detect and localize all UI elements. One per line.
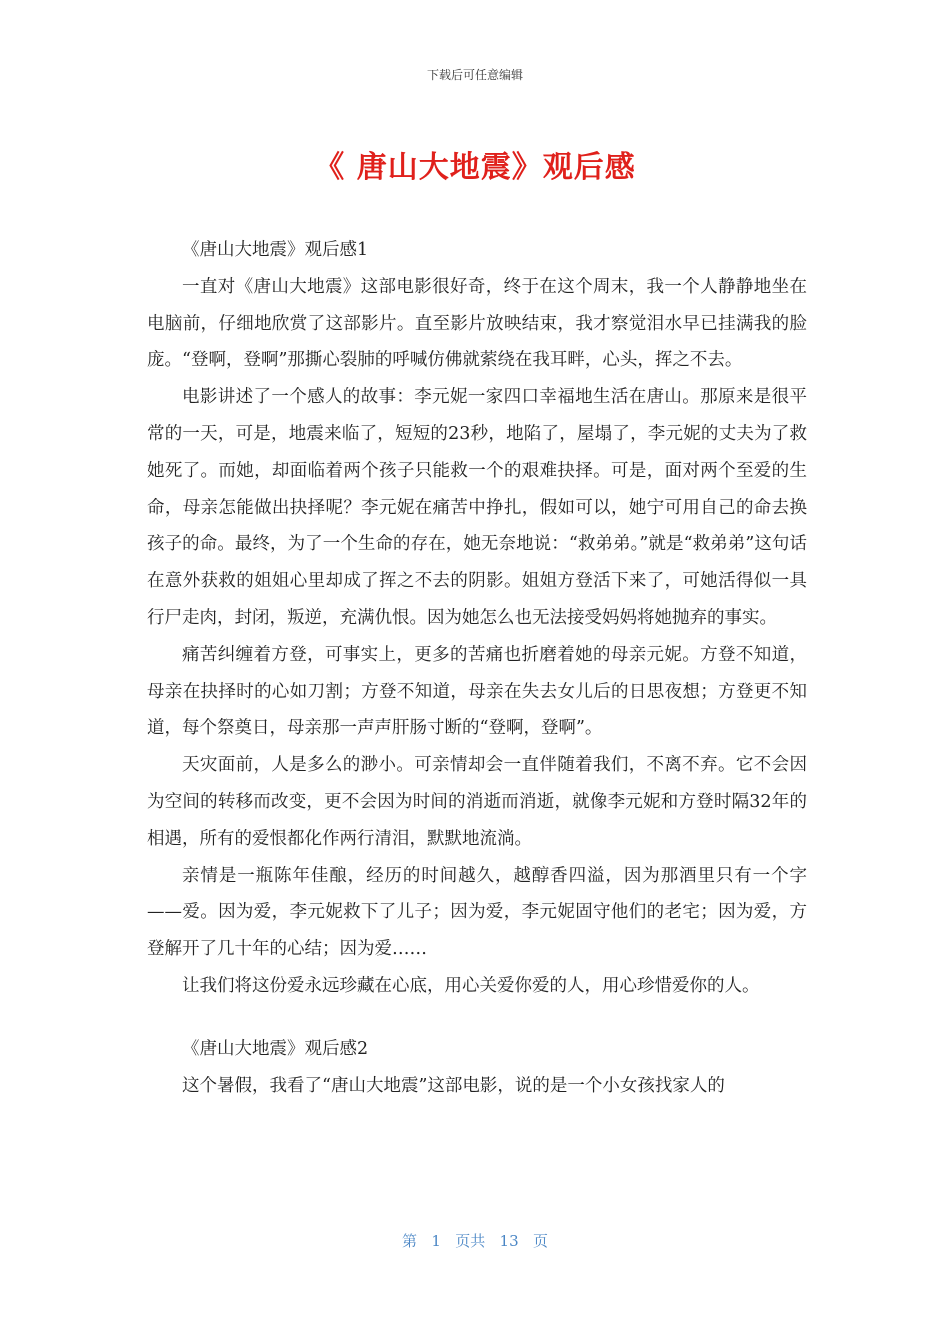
page-footer [0,1230,950,1251]
essay-paragraph: 一直对《唐山大地震》这部电影很好奇，终于在这个周末，我一个人静静地坐在电脑前，仔细地欣赏了这部影片。直至影片放映结束，我才察觉泪水早已挂满我的脸庞。“登啊，登啊”那撕心裂肺的呼喊仿佛就萦绕在我耳畔，心头，挥之不去。 [147,276,807,371]
document-body [147,232,807,1104]
essay-paragraph: 天灾面前，人是多么的渺小。可亲情却会一直伴随着我们，不离不弃。它不会因为空间的转移而改变，更不会因为时间的消逝而消逝，就像李元妮和方登时隔32年的相遇，所有的爱恨都化作两行清泪，默默地流淌。 [147,755,807,849]
essay-paragraph: 这个暑假，我看了“唐山大地震”这部电影，说的是一个小女孩找家人的 [182,1075,725,1096]
essay-paragraph: 让我们将这份爱永远珍藏在心底，用心关爱你爱的人，用心珍惜爱你的人。 [182,975,760,996]
essay-paragraph: 亲情是一瓶陈年佳酿，经历的时间越久，越醇香四溢，因为那酒里只有一个字——爱。因为爱，李元妮救下了儿子；因为爱，李元妮固守他们的老宅；因为爱，方登解开了几十年的心结；因为爱…… [147,865,807,960]
footer-current-page: 1 [431,1232,441,1250]
footer-total-pages: 13 [499,1232,519,1250]
page-header-note: 下载后可任意编辑 [426,68,523,82]
essay-1 [147,232,807,1005]
essay-paragraph: 电影讲述了一个感人的故事：李元妮一家四口幸福地生活在唐山。那原来是很平常的一天，可是，地震来临了，短短的23秒，地陷了，屋塌了，李元妮的丈夫为了救她死了。而她，却面临着两个孩子只能救一个的艰难抉择。可是，面对两个至爱的生命，母亲怎能做出抉择呢？李元妮在痛苦中挣扎，假如可以，她宁可用自己的命去换孩子的命。最终，为了一个生命的存在，她无奈地说：“救弟弟。”就是“救弟弟”这句话在意外获救的姐姐心里却成了挥之不去的阴影。姐姐方登活下来了，可她活得似一具行尸走肉，封闭，叛逆，充满仇恨。因为她怎么也无法接受妈妈将她抛弃的事实。 [147,387,807,628]
essay-heading: 《唐山大地震》观后感2 [182,1038,369,1059]
essay-2 [147,1031,807,1105]
essay-paragraph: 痛苦纠缠着方登，可事实上，更多的苦痛也折磨着她的母亲元妮。方登不知道，母亲在抉择时的心如刀割；方登不知道，母亲在失去女儿后的日思夜想；方登更不知道，每个祭奠日，母亲那一声声肝肠寸断的“登啊，登啊”。 [147,644,807,739]
document-title: 《 唐山大地震》观后感 [314,150,636,185]
essay-heading: 《唐山大地震》观后感1 [182,240,369,260]
footer-suffix: 页 [532,1232,548,1250]
footer-middle: 页共 [455,1232,486,1250]
footer-prefix: 第 [402,1232,418,1250]
